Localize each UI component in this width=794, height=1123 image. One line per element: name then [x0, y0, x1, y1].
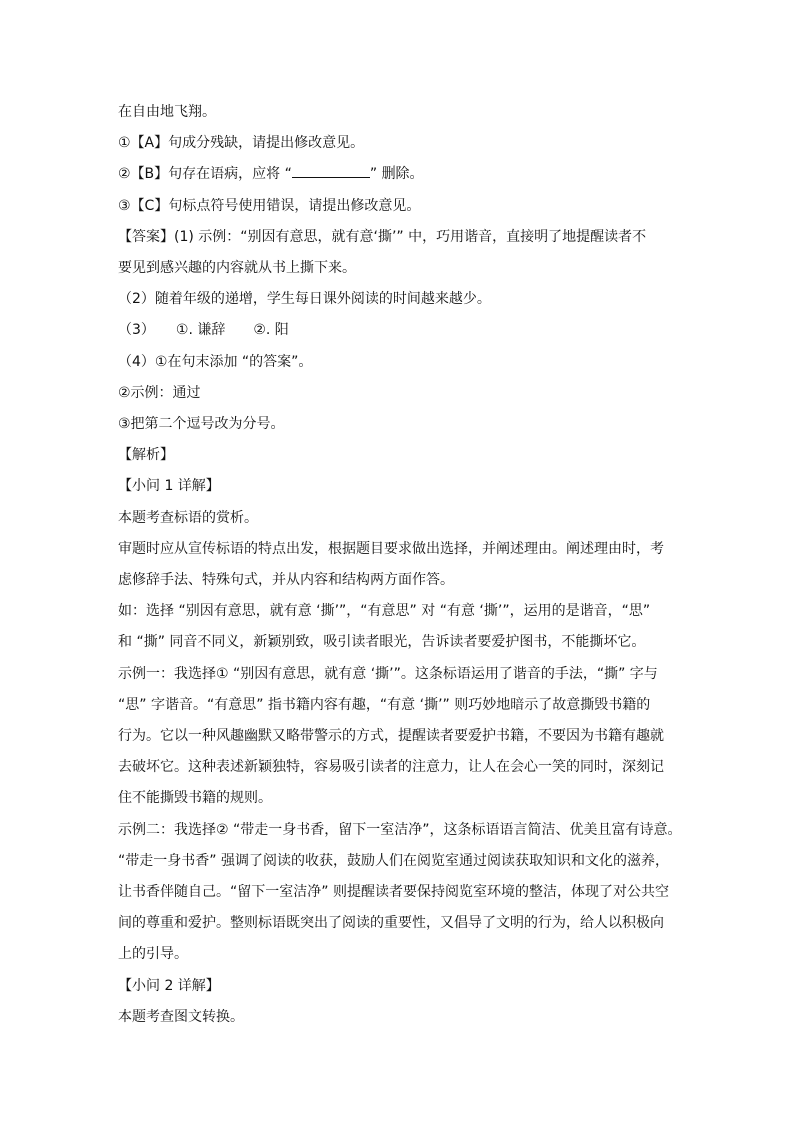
text-line: 住不能撕毁书籍的规则。 [118, 790, 272, 806]
sub-question-2-heading: 【小问 2 详解】 [118, 978, 220, 994]
question-item-2-suffix: ” 删除。 [369, 166, 424, 182]
sub-question-1-heading: 【小问 1 详解】 [118, 478, 220, 494]
fill-in-blank [292, 165, 370, 178]
text-line: 让书香伴随自己。“留下一室洁净” 则提醒读者要保持阅览室环境的整洁，体现了对公共空 [118, 884, 669, 900]
example-two: 示例二：我选择② “带走一身书香，留下一室洁净”，这条标语语言简洁、优美且富有诗意。 [118, 822, 682, 838]
text-line: ②示例：通过 [118, 385, 201, 401]
text-line: 本题考查图文转换。 [118, 1009, 244, 1025]
text-line: 要见到感兴趣的内容就从书上撕下来。 [118, 260, 356, 276]
text-line: 行为。它以一种风趣幽默又略带警示的方式，提醒读者要爱护书籍，不要因为书籍有趣就 [118, 728, 664, 744]
text-line: 去破坏它。这种表述新颖独特，容易吸引读者的注意力，让人在会心一笑的同时，深刻记 [118, 759, 664, 775]
text-line: 如：选择 “别因有意思，就有意 ‘撕’”，“有意思” 对 “有意 ‘撕’”，运用的是谐音，“思” [118, 603, 651, 619]
text-line: 审题时应从宣传标语的特点出发，根据题目要求做出选择，并阐述理由。阐述理由时，考 [118, 541, 664, 557]
question-item-3: ③【C】句标点符号使用错误，请提出修改意见。 [118, 198, 421, 214]
text-line: 本题考查标语的赏析。 [118, 510, 258, 526]
text-line: “思” 字谐音。“有意思” 指书籍内容有趣，“有意 ‘撕’” 则巧妙地暗示了故意撕毁书籍的 [118, 697, 651, 713]
question-item-2 [118, 164, 424, 184]
text-line: 虑修辞手法、特殊句式，并从内容和结构两方面作答。 [118, 572, 454, 588]
question-item-2-prefix: ②【B】句存在语病，应将 “ [118, 166, 292, 182]
text-line: 间的尊重和爱护。整则标语既突出了阅读的重要性，又倡导了文明的行为，给人以积极向 [118, 915, 664, 931]
answer-3: （3） ①. 谦辞 ②. 阳 [118, 322, 289, 338]
text-line: “带走一身书香” 强调了阅读的收获，鼓励人们在阅览室通过阅读获取知识和文化的滋养， [118, 853, 669, 869]
text-line: ③把第二个逗号改为分号。 [118, 416, 285, 432]
analysis-heading: 【解析】 [118, 447, 174, 463]
answer-heading-line: 【答案】(1) 示例：“别因有意思，就有意‘撕’” 中，巧用谐音，直接明了地提醒读者不 [118, 229, 647, 245]
text-line: 上的引导。 [118, 946, 188, 962]
example-one: 示例一：我选择① “别因有意思，就有意 ‘撕’”。这条标语运用了谐音的手法，“撕” 字与 [118, 666, 658, 682]
answer-2: （2）随着年级的递增，学生每日课外阅读的时间越来越少。 [118, 291, 491, 307]
text-line: 和 “撕” 同音不同义，新颖别致，吸引读者眼光，告诉读者要爱护图书，不能撕坏它。 [118, 634, 646, 650]
text-line: 在自由地飞翔。 [118, 104, 216, 120]
question-item-1: ①【A】句成分残缺，请提出修改意见。 [118, 135, 365, 151]
answer-4: （4）①在句末添加 “的答案”。 [118, 354, 313, 370]
